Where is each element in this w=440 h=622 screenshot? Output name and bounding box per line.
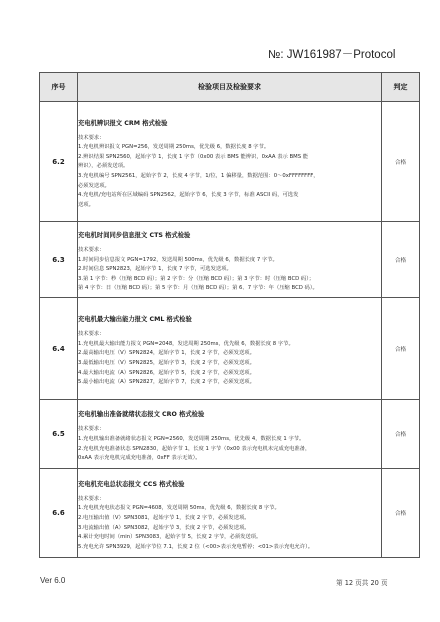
requirement-line: 必须发送项。 (78, 182, 110, 189)
requirement-line: 2.时间信息 SPN2823，起始字节 1，长度 7 字节，可选发送项。 (78, 266, 232, 273)
item-title: 充电机充电总状态报文 CCS 格式检验 (78, 480, 185, 488)
footer-version: Ver 6.0 (40, 576, 66, 585)
table-header-row (40, 73, 420, 102)
requirement-line: 3.最低输出电压（V）SPN2825，起始字节 3，长度 2 字节，必须发送项。 (78, 360, 255, 366)
requirement-line: 4.累计充电时间（min）SPN3083，起始字节 5，长度 2 字节，必须发送项。 (78, 534, 262, 541)
requirements-heading: 技术要求： (78, 495, 105, 502)
table-row (40, 102, 420, 222)
item-title: 充电机辨识报文 CRM 格式检验 (78, 119, 168, 127)
col-header-content: 检验项目及检验要求 (78, 73, 382, 102)
requirement-line: 3.充电机编号 SPN2561，起始字节 2，长度 4 字节，1/位，1 偏移量，数据范围：0～0xFFFFFFFF， (78, 173, 319, 179)
requirement-line: 5.最小输出电流（A）SPN2827，起始字节 7，长度 2 字节，必须发送项。 (78, 379, 255, 386)
requirement-line: 辨识），必须发送项。 (78, 163, 129, 170)
table-row (40, 298, 420, 400)
document-number: №: JW161987－Protocol (268, 49, 396, 61)
requirements-heading: 技术要求： (78, 331, 105, 338)
row-number: 6.6 (40, 469, 78, 558)
row-number: 6.2 (40, 102, 78, 222)
result-cell: 合格 (382, 469, 420, 558)
table-row (40, 222, 420, 298)
requirement-line: 4.最大输出电流（A）SPN2826，起始字节 5，长度 2 字节，必须发送项。 (78, 369, 255, 376)
requirement-line: 1.时间同步信息报文 PGN=1792，发送周期 500ms，优先级 6，数据长度 7 字节。 (78, 256, 278, 263)
row-number: 6.4 (40, 298, 78, 400)
result-cell: 合格 (382, 222, 420, 298)
requirement-line: 3.第 1 字节：秒（压缩 BCD 码）；第 2 字节：分（压缩 BCD 码）；第 3 字节：时（压缩 BCD 码）； (78, 275, 315, 282)
table-row (40, 469, 420, 558)
row-number: 6.5 (40, 400, 78, 469)
requirements-heading: 技术要求： (78, 134, 105, 141)
requirement-line: 1.充电机输出准备就绪状态报文 PGN=2560，发送周期 250ms，优先级 4，数据长度 1 字节。 (78, 435, 305, 442)
requirement-line: 0xAA 表示充电机完成充电准备，0xFF 表示无效）。 (78, 455, 201, 462)
requirement-line: 5.充电允许 SPN3929，起始字节位 7.1，长度 2 位（<00>表示充电暂停；<01>表示充电允许）。 (78, 543, 314, 550)
row-content (78, 222, 382, 298)
result-cell: 合格 (382, 400, 420, 469)
requirement-line: 2.电压输出值（V）SPN3081，起始字节 1，长度 2 字节，必须发送项。 (78, 514, 250, 521)
requirement-line: 3.电流输出值（A）SPN3082，起始字节 3，长度 2 字节，必须发送项。 (78, 524, 250, 531)
result-cell: 合格 (382, 102, 420, 222)
requirement-line: 2.充电机充电准备状态 SPN2830，起始字节 1，长度 1 字节（0x00 表示充电机未完成充电准备， (78, 445, 311, 452)
requirements-heading: 技术要求： (78, 247, 105, 254)
item-title: 充电机输出准备就绪状态报文 CRO 格式检验 (78, 411, 205, 419)
row-content (78, 298, 382, 400)
item-title: 充电机时间同步信息报文 CTS 格式检验 (78, 232, 191, 240)
requirement-line: 1.充电机辨识报文 PGN=256，发送周期 250ms，优先级 6，数据长度 8 字节。 (78, 144, 270, 151)
row-content (78, 400, 382, 469)
table-row (40, 400, 420, 469)
requirement-line: 4.充电机/充电站所在区域编码 SPN2562，起始字节 6，长度 3 字节，标准 ASCII 码，可选发 (78, 192, 299, 199)
requirement-line: 1.充电机最大输出能力报文 PGN=2048，发送周期 250ms，优先级 6，数据长度 8 字节。 (78, 340, 294, 347)
requirement-line: 2.辨识结果 SPN2560，起始字节 1，长度 1 字节（0x00 表示 BMS 能辨识，0xAA 表示 BMS 能 (78, 153, 309, 160)
row-content (78, 469, 382, 558)
requirement-line: 1.充电机充电状态报文 PGN=4608，发送周期 50ms，优先级 6，数据长度 8 字节。 (78, 505, 280, 512)
item-title: 充电机最大输出能力报文 CML 格式检验 (78, 316, 192, 324)
inspection-table (39, 72, 420, 558)
requirement-line: 2.最高输出电压（V）SPN2824，起始字节 1，长度 2 字节，必须发送项。 (78, 350, 255, 357)
requirement-line: 送项。 (78, 201, 94, 208)
result-cell: 合格 (382, 298, 420, 400)
row-content (78, 102, 382, 222)
requirement-line: 第 4 字节：日（压缩 BCD 码）；第 5 字节：月（压缩 BCD 码）；第 6、7 字节：年（压缩 BCD 码）。 (78, 285, 318, 292)
col-header-result: 判定 (382, 73, 420, 102)
footer-page-number: 第 12 页共 20 页 (336, 579, 388, 587)
requirements-heading: 技术要求： (78, 426, 105, 433)
row-number: 6.3 (40, 222, 78, 298)
col-header-number: 序号 (40, 73, 78, 102)
